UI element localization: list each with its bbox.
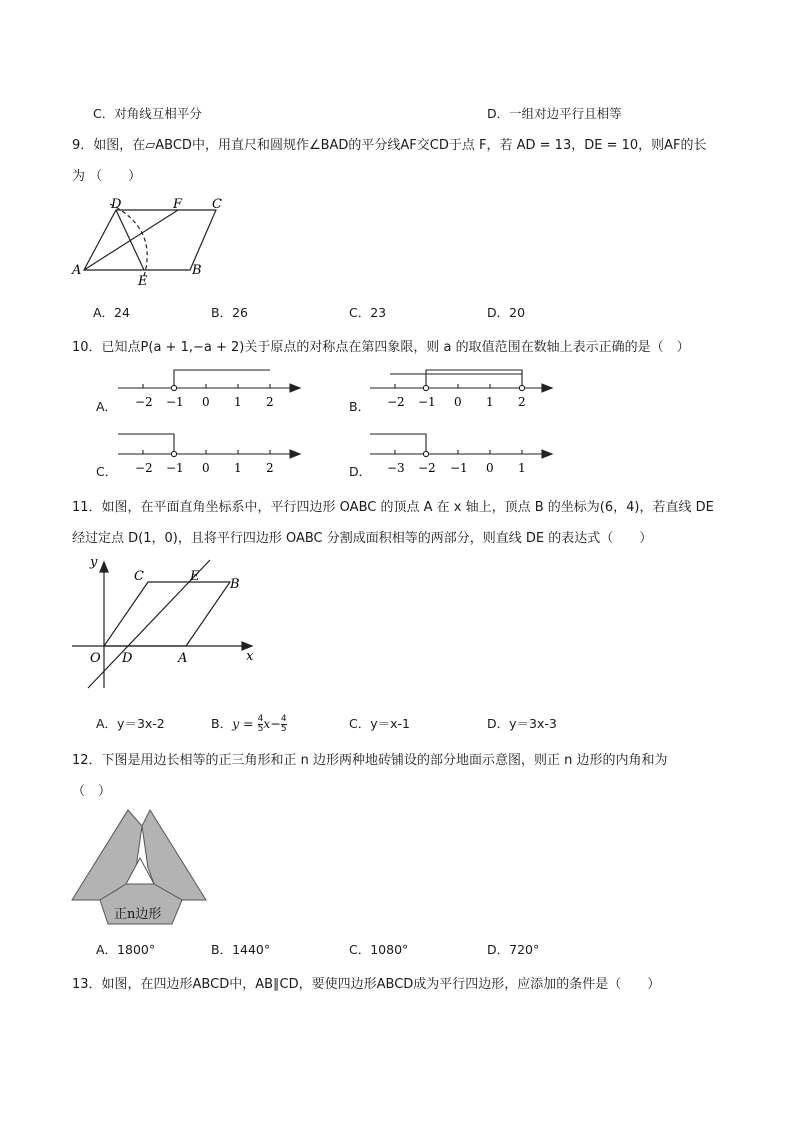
q11-label-a: A xyxy=(178,651,188,666)
q9-label-b: B xyxy=(192,263,202,278)
q9-line-de xyxy=(116,210,144,270)
q11-label-b: B xyxy=(230,577,240,592)
q10-option-c-label: C． xyxy=(96,464,118,479)
q10-b-tick: 1 xyxy=(486,395,494,409)
q9-figure xyxy=(66,192,236,292)
q12-stem-line2: （ ） xyxy=(72,784,112,799)
q10-c-tick: 1 xyxy=(234,461,242,475)
q10-c-tick: −2 xyxy=(135,461,153,475)
q9-parallelogram xyxy=(84,210,216,270)
q10-a-tick: 0 xyxy=(202,395,210,409)
q9-option-c: C．23 xyxy=(349,305,387,320)
q8-option-c: C．对角线互相平分 xyxy=(93,106,202,121)
q9-stem-line1: 9．如图，在▱ABCD中，用直尺和圆规作∠BAD的平分线AF交CD于点 F，若 AD = 13，DE = 10，则AF的长 xyxy=(72,138,707,153)
q9-label-f: F xyxy=(173,197,183,212)
q11-label-o: O xyxy=(90,651,101,666)
q12-stem-line1: 12．下图是用边长相等的正三角形和正 n 边形两种地砖铺设的部分地面示意图，则正 n 边形的内角和为 xyxy=(72,753,668,768)
q12-option-d: D．720° xyxy=(487,942,540,957)
q10-a-tick: 1 xyxy=(234,395,242,409)
q9-line-af xyxy=(84,210,178,270)
q10-a-ray xyxy=(174,370,270,388)
q10-numberline-c xyxy=(116,428,306,478)
q10-b-tick: −2 xyxy=(387,395,405,409)
q9-option-a: A．24 xyxy=(93,305,130,320)
q10-b-tick: 0 xyxy=(454,395,462,409)
q10-d-tick: −1 xyxy=(450,461,468,475)
q11-label-c: C xyxy=(134,569,144,584)
q10-a-open-dot xyxy=(171,385,176,390)
q9-option-d: D．20 xyxy=(487,305,526,320)
q10-d-tick: −2 xyxy=(418,461,436,475)
q10-d-tick: −3 xyxy=(387,461,405,475)
q10-a-tick: 2 xyxy=(266,395,274,409)
q10-d-ray xyxy=(370,434,426,454)
q12-figure xyxy=(70,806,210,928)
q10-option-d-label: D． xyxy=(349,464,372,479)
q10-option-a-label: A． xyxy=(96,399,118,414)
q11-label-d: D xyxy=(122,651,133,666)
q10-stem: 10．已知点P(a + 1,−a + 2)关于原点的对称点在第四象限，则 a 的取值范围在数轴上表示正确的是（ ） xyxy=(72,340,690,355)
q10-numberline-a xyxy=(116,362,306,412)
q11-label-x: x xyxy=(246,649,254,664)
q10-a-tick: −1 xyxy=(166,395,184,409)
q10-c-ray xyxy=(118,434,174,454)
q9-option-b: B．26 xyxy=(211,305,248,320)
q9-label-e: E xyxy=(138,274,148,289)
q10-d-tick: 1 xyxy=(518,461,526,475)
q10-b-tick: −1 xyxy=(418,395,436,409)
q10-numberline-d xyxy=(368,428,558,478)
q9-label-c: C xyxy=(212,197,222,212)
q13-stem: 13．如图，在四边形ABCD中，AB∥CD，要使四边形ABCD成为平行四边形，应添加的条件是（ ） xyxy=(72,977,661,992)
q10-c-tick: 0 xyxy=(202,461,210,475)
q11-option-b: B．y = $\frac{4}{5}$ x− $\frac{4}{5}$ xyxy=(211,714,287,734)
q10-d-tick: 0 xyxy=(486,461,494,475)
q11-stem-line1: 11．如图，在平面直角坐标系中，平行四边形 OABC 的顶点 A 在 x 轴上，顶点 B 的坐标为(6，4)，若直线 DE xyxy=(72,500,714,515)
q12-option-a: A．1800° xyxy=(96,942,156,957)
q11-parallelogram xyxy=(104,582,230,646)
q11-label-y: y xyxy=(90,555,98,570)
q12-option-b: B．1440° xyxy=(211,942,271,957)
q10-c-tick: 2 xyxy=(266,461,274,475)
q10-c-tick: −1 xyxy=(166,461,184,475)
q11-figure xyxy=(70,552,270,692)
q11-label-e: E xyxy=(190,569,200,584)
q9-label-d: D xyxy=(111,197,122,212)
q11-option-d: D．y＝3x-3 xyxy=(487,716,557,731)
q9-stem-line2: 为 （ ） xyxy=(72,169,142,184)
q10-a-tick: −2 xyxy=(135,395,153,409)
q12-option-c: C．1080° xyxy=(349,942,409,957)
q10-b-tick: 2 xyxy=(518,395,526,409)
q12-figure-label: 正n边形 xyxy=(114,907,162,922)
q11-stem-line2: 经过定点 D(1，0)，且将平行四边形 OABC 分割成面积相等的两部分，则直线 DE 的表达式（ ） xyxy=(72,531,653,546)
q10-b-bracket xyxy=(426,370,522,388)
q10-numberline-b xyxy=(368,362,558,412)
q10-option-b-label: B． xyxy=(349,399,371,414)
q8-option-d: D．一组对边平行且相等 xyxy=(487,106,622,121)
q11-option-c: C．y＝x-1 xyxy=(349,716,410,731)
q9-label-a: A xyxy=(72,263,82,278)
q11-option-a: A．y＝3x-2 xyxy=(96,716,165,731)
